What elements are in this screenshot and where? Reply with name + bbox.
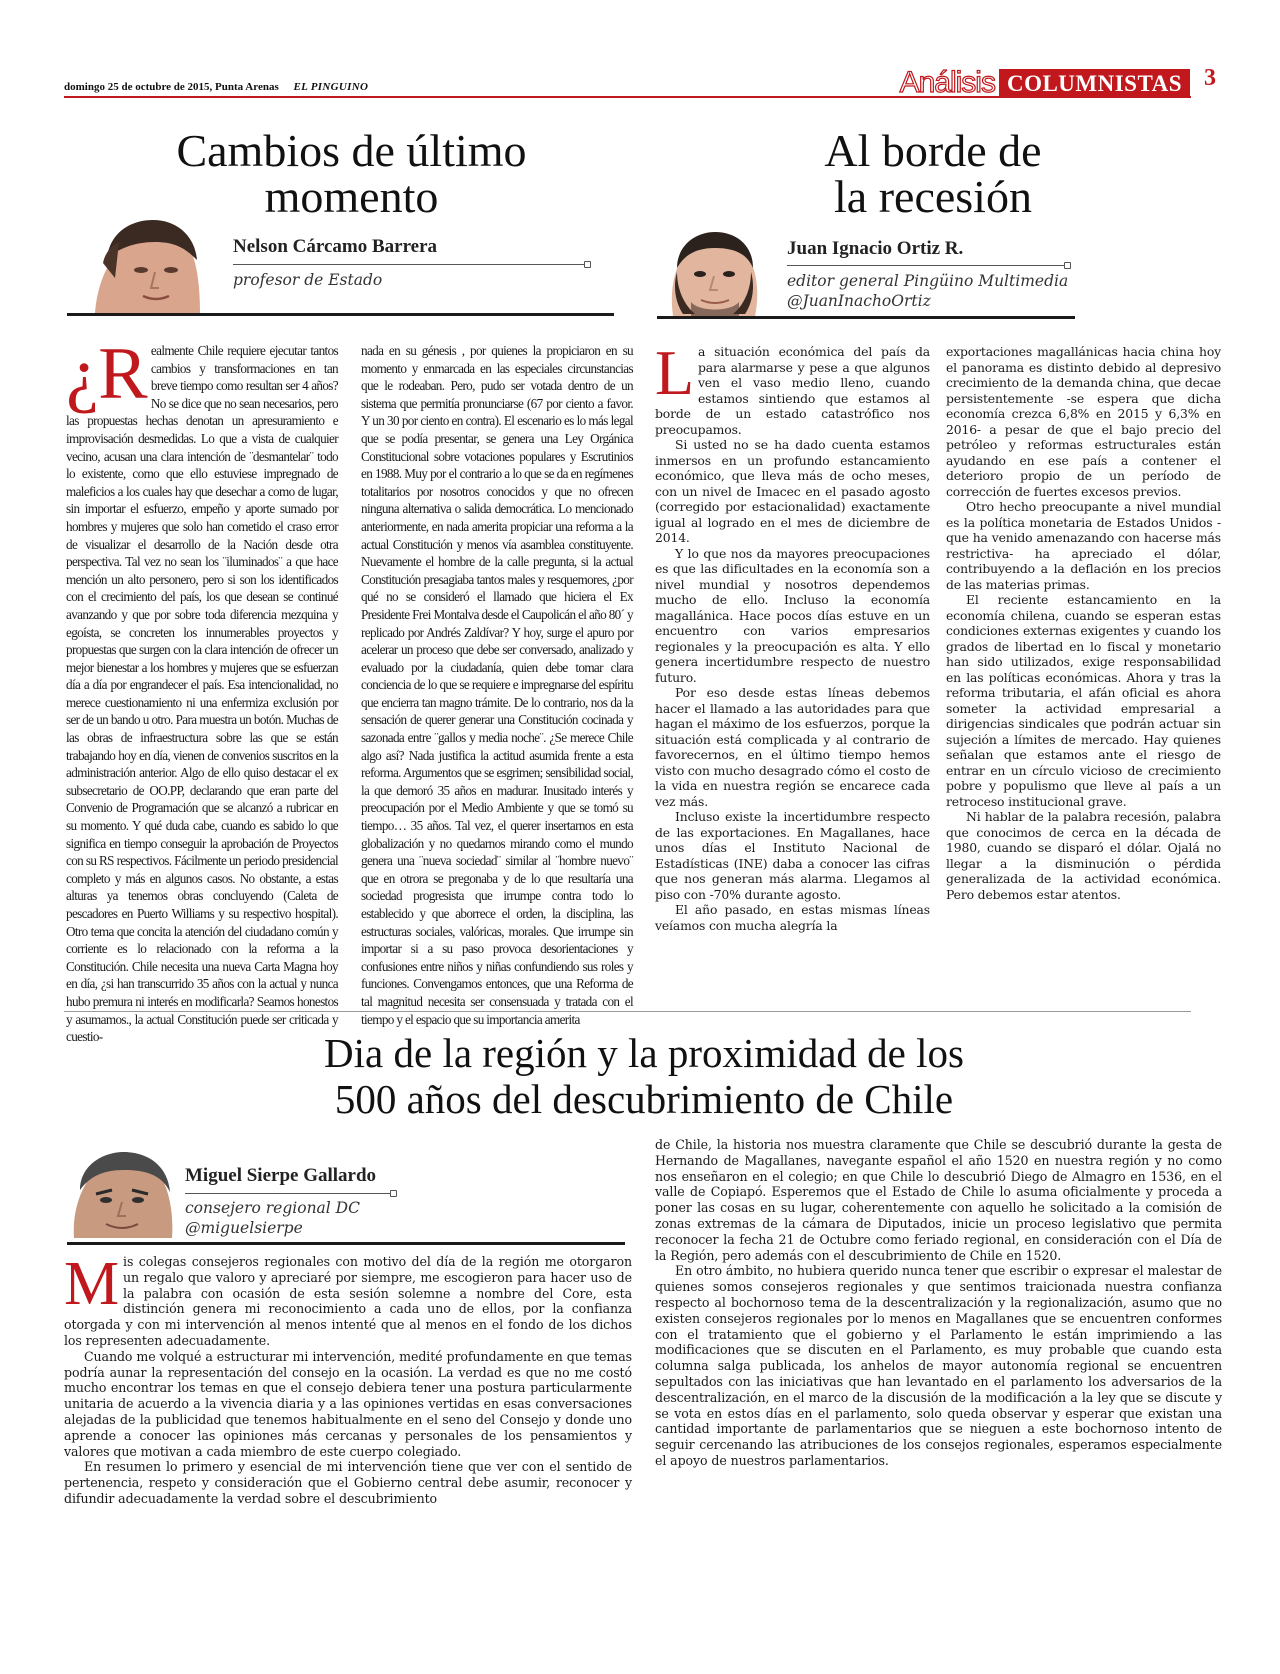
author-2-name: Juan Ignacio Ortiz R. bbox=[787, 238, 964, 259]
article-2-column-2 bbox=[946, 344, 1221, 902]
author-3-photo bbox=[68, 1150, 176, 1238]
article-2-dropcap: L bbox=[655, 337, 694, 408]
paragraph: Incluso existe la incertidumbre respecto de las exportaciones. En Magallanes, hace unos días el Instituto Nacional de Estadísticas (INE) daba a conocer las cifras que nos generan más alarma. Llegamos al piso con -70% durante agosto. bbox=[655, 809, 930, 902]
paragraph: is colegas consejeros regionales con motivo del día de la región me otorgaron un regalo que valoro y apreciaré por siempre, me escogieron para hacer uso de la palabra con ocasión de esta sesión solemne a nombre del Core, esta distinción genera mi reconocimiento a cada uno de ellos, por la confianza otorgada y con mi intervención al menos intenté que al menos en el fondo de los dichos los representen adecuadamente. bbox=[64, 1254, 632, 1348]
article-2-title bbox=[660, 125, 1206, 222]
article-2-title-line1: Al borde de bbox=[824, 125, 1042, 176]
article-3-title-line1: Dia de la región y la proximidad de los bbox=[324, 1030, 964, 1076]
article-1-column-2 bbox=[361, 342, 633, 1028]
article-1-rule bbox=[67, 313, 614, 316]
paragraph: a situación económica del país da para alarmarse y pese a que algunos ven el vaso medio lleno, cuando estamos sintiendo que estamos al borde de un estado catastrófico nos preocupamos. bbox=[655, 344, 930, 437]
paragraph: El año pasado, en estas mismas líneas veíamos con mucha alegría la bbox=[655, 902, 930, 933]
article-3-title-line2: 500 años del descubrimiento de Chile bbox=[334, 1076, 954, 1122]
author-2-underline bbox=[787, 265, 1069, 266]
section-script-label: Análisis bbox=[899, 66, 995, 99]
paragraph: Si usted no se ha dado cuenta estamos inmersos en un profundo estancamiento económico, que lleva más de ocho meses, con un nivel de Imacec en el pasado agosto (corregido por estacionalidad) exactamente igual al logrado en el mes de diciembre de 2014. bbox=[655, 437, 930, 545]
author-2-handle: @JuanInachoOrtiz bbox=[787, 292, 931, 310]
paragraph: Otro hecho preocupante a nivel mundial es la política monetaria de Estados Unidos -que ha venido amenazando con hacerse más restrictiva- ha apreciado el dólar, contribuyendo a la deflación en los precios de las materias primas. bbox=[946, 499, 1221, 592]
author-3-role: consejero regional DC bbox=[185, 1199, 360, 1217]
paragraph: Y lo que nos da mayores preocupaciones es que las dificultades en la economía son a nivel mundial y nosotros dependemos mucho de ello. Incluso la economía magallánica. Hace pocos días estuve en un encuentro con varios empresarios regionales y la preocupación es alta. Y ello genera incertidumbre respecto de nuestro futuro. bbox=[655, 545, 930, 685]
author-2-photo bbox=[655, 228, 773, 316]
section-separator bbox=[64, 1011, 1191, 1012]
paragraph: En resumen lo primero y esencial de mi intervención tiene que ver con el sentido de pertenencia, respeto y consideración que el Gobierno central debe asumir, reconocer y difundir adecuadamente la verdad sobre el descubrimiento bbox=[64, 1459, 632, 1506]
author-3-handle: @miguelsierpe bbox=[185, 1219, 303, 1237]
article-3-rule bbox=[67, 1242, 625, 1245]
article-1-title bbox=[64, 125, 639, 222]
article-2-rule bbox=[657, 316, 1075, 319]
section-label: COLUMNISTAS bbox=[999, 69, 1190, 98]
paragraph: de Chile, la historia nos muestra claramente que Chile se descubrió durante la gesta de Hernando de Magallanes, navegante español el año 1520 en nuestra región y no como nos enseñaron en el colegio; en que Chile lo descubrió Diego de Almagro en 1536, en el valle de Copiapó. Esperemos que el Estado de Chile lo asuma oficialmente y proceda a poner las cosas en su lugar, coherentemente con aquello he solicitado a la comisión de zonas extremas de la cámara de Diputados, inicie un proceso legislativo que permita reconocer la fecha 21 de Octubre como feriado regional, en consideración con el Día de la Región, pero además con el descubrimiento de Chile en 1520. bbox=[655, 1137, 1222, 1263]
page-number: 3 bbox=[1204, 65, 1216, 91]
author-1-photo bbox=[85, 208, 205, 313]
paragraph: Cuando me volqué a estructurar mi intervención, medité profundamente en que temas podría aunar la representación del consejo en la ocasión. La verdad es que no me costó mucho encontrar los temas en que el consejo debiera tener una postura particularmente unitaria de acuerdo a la vivencia diaria y a las opiniones vertidas en esas conversaciones alejadas de la publicidad que tenemos habitualmente en el seno del Consejo y donde uno aprende a conocer las opiniones más cercanas y personales de los pensamientos y valores que motivan a cada miembro de este cuerpo colegiado. bbox=[64, 1348, 632, 1459]
article-3-column-1 bbox=[64, 1250, 632, 1507]
paragraph: nada en su génesis , por quienes la propiciaron en su momento y enmarcada en las especiales circunstancias que le rodeaban. Pero, pudo ser votada dentro de un sistema que permitía pronunciarse (67 por ciento a favor. Y un 30 por ciento en contra). El escenario es lo más legal que se podía presentar, se genera una Ley Orgánica Constitucional sobre votaciones populares y Escrutinios en 1988. Muy por el contrario a lo que se da en regímenes totalitarios por nosotros conocidos y que no ofrecen ninguna alternativa o salida democrática. Lo mencionado anteriormente, en nada amerita propiciar una reforma a la actual Constitución y menos vía asamblea constituyente. Nuevamente el hombre de la calle pregunta, si la actual Constitución presagiaba tantos males y resquemores, ¿por qué no se consideró el llamado que hiciera el Ex Presidente Frei Montalva desde el Caupolicán el año 80´ y replicado por Andrés Zaldívar? Y hoy, surge el apuro por acelerar un proceso que debe ser conversado, analizado y evaluado por la ciudadanía, quien debe tomar clara conciencia de lo que se requiere e impregnarse del espíritu que encierra tan magno trámite. De lo contrario, nos da la sensación de querer generar una Constitución cocinada y sazonada entre ¨gallos y media noche¨. ¿Se merece Chile algo así? Nada justifica la actitud asumida frente a esta reforma. Argumentos que se esgrimen; sensibilidad social, la que demoró 35 años en madurar. Inusitado interés y preocupación por el Medio Ambiente y que se tomó su tiempo… 35 años. Tal vez, el querer insertarnos en esta globalización y no quedarnos mirando como el mundo genera una ¨nueva sociedad¨ similar al ¨hombre nuevo¨ que en otrora se pregonaba y de lo que resultaría una sociedad progresista que irrumpe contra todo lo establecido y que aborrece el orden, la disciplina, las estructuras sociales, valóricas, morales. Que irrumpe sin importar si a su paso provoca desorientaciones y confusiones entre niños y niñas confundiendo sus roles y funciones. Convengamos entonces, que una Reforma de tal magnitud necesita ser consensuada y tratada con el tiempo y el espacio que su importancia amerita bbox=[361, 343, 633, 1027]
article-1-title-line2: momento bbox=[264, 171, 439, 222]
author-3-underline bbox=[185, 1193, 395, 1194]
paragraph: ealmente Chile requiere ejecutar tantos cambios y transformaciones en tan breve tiempo como resultan ser 4 años? No se dice que no sean necesarios, pero las propuestas hechas denotan un apresuramiento e improvisación desmedidas. Lo que a vista de cualquier vecino, acusan una clara intención de ¨desmantelar¨ todo lo existente, como que ello estuviese impregnado de maleficios a los cuales hay que desechar a como de lugar, sin importar el esfuerzo, empeño y aporte sumado por hombres y mujeres que solo han cometido el craso error de visualizar el desarrollo de la Nación desde otra perspectiva. Tal vez no sean los ¨iluminados¨ a que hace mención un alto personero, pero si son los identificados con el crecimiento del país, los que desean se continué avanzando y que por sobre toda diferencia mezquina y egoísta, se concreten los innumerables proyectos y propuestas que surgen con la clara intención de ofrecer un mejor bienestar a los hombres y mujeres que se esfuerzan día a día por engrandecer el país. Esa intencionalidad, no merece cuestionamiento ni una enfermiza exclusión por ser de un bando u otro. Para muestra un botón. Muchas de las obras de infraestructura sobre las que se están trabajando hoy en día, vienen de convenios suscritos en la administración anterior. Algo de ello quiso destacar el ex subsecretario de OO.PP, declarando que eran parte del Convenio de Programación que se alcanzó a rubricar en su momento. Y qué duda cabe, cuando es sabido lo que significa en tiempo conseguir la aprobación de Proyectos con su RS respectivos. Fácilmente un periodo presidencial completo y más en algunos casos. No obstante, a estas alturas ya tenemos obras concluyendo (Caleta de pescadores en Puerto Williams y su respectivo hospital). Otro tema que concita la atención del ciudadano común y corriente es lo relacionado con la reforma a la Constitución. Chile necesita una nueva Carta Magna hoy en día, ¿si han transcurrido 35 años con la actual y nunca hubo premura ni interés en modificarla? Seamos honestos y asumamos., la actual Constitución puede ser criticada y cuestio- bbox=[66, 343, 338, 1045]
author-1-role: profesor de Estado bbox=[233, 271, 383, 289]
author-3-name: Miguel Sierpe Gallardo bbox=[185, 1165, 377, 1186]
article-1-column-1 bbox=[66, 333, 338, 1046]
author-1-underline bbox=[233, 264, 589, 265]
article-3-column-2 bbox=[655, 1137, 1222, 1469]
author-1-name: Nelson Cárcamo Barrera bbox=[233, 236, 438, 257]
article-1-title-line1: Cambios de último bbox=[176, 125, 527, 176]
paragraph: Por eso desde estas líneas debemos hacer el llamado a las autoridades para que hagan el máximo de los esfuerzos, porque la situación está complicada y al contrario de favorecernos, en el último tiempo hemos visto con mucho desagrado cómo el costo de la vida en nuestra región se encarece cada vez más. bbox=[655, 685, 930, 809]
paragraph: Ni hablar de la palabra recesión, palabra que conocimos de cerca en la década de 1980, cuando se disparó el dólar. Ojalá no llegar a la disminución o pérdida generalizada de la actividad económica. Pero debemos estar atentos. bbox=[946, 809, 1221, 902]
header-dateline bbox=[64, 81, 368, 93]
date-location: domingo 25 de octubre de 2015, Punta Arenas bbox=[64, 81, 279, 93]
paragraph: En otro ámbito, no hubiera querido nunca tener que escribir o expresar el malestar de quienes somos consejeros regionales y que sentimos traicionada nuestra confianza respecto al bochornoso tema de la descentralización y la regionalización, asumo que no existen consejeros regionales por lo menos en Magallanes que se encuentren conformes con el tratamiento que el gobierno y el Parlamento le están imprimiendo a las modificaciones que se discuten en el Parlamento, es muy probable que cuando esta columna salga publicada, los anhelos de mayor autonomía regional se encuentren sepultados con las iniciativas que han levantado en el parlamento los adversarios de la descentralización, en el marco de la discusión de la modificación a la ley que se discute y se vota en estos días en el parlamento, solo queda observar y esperar que existan una cantidad importante de parlamentarios que se nieguen a este bochornoso intento de seguir cercenando las atribuciones de los consejos regionales, esperamos especialmente el apoyo de nuestros parlamentarios. bbox=[655, 1263, 1222, 1468]
article-2-column-1 bbox=[655, 337, 930, 933]
publication-name: EL PINGUINO bbox=[293, 81, 369, 93]
article-2-title-line2: la recesión bbox=[834, 171, 1032, 222]
author-2-role: editor general Pingüino Multimedia bbox=[787, 272, 1069, 290]
section-header bbox=[900, 66, 1190, 98]
article-3-title bbox=[64, 1030, 1224, 1122]
article-1-dropcap: ¿R bbox=[66, 333, 147, 415]
paragraph: El reciente estancamiento en la economía chilena, cuando se esperan estas condiciones externas exigentes y cuando los grados de libertad en lo fiscal y monetario han sido utilizados, exige responsabilidad en las políticas económicas. Ahora y tras la reforma tributaria, el afán oficial es ahora someter la actividad empresarial a dirigencias sindicales que podrán actuar sin sujeción a límites de mercado. Hay quienes señalan que estamos ante el riesgo de entrar en un círculo vicioso de crecimiento pobre y populismo que lleve al país a un retroceso institucional grave. bbox=[946, 592, 1221, 809]
article-3-dropcap: M bbox=[64, 1250, 120, 1318]
paragraph: exportaciones magallánicas hacia china hoy el panorama es distinto debido al depresivo crecimiento de la demanda china, que decae persistentemente -se espera que dicha economía crezca 6,8% en 2015 y 6,3% en 2016- a pesar de que el bajo precio del petróleo y reformas estructurales están ayudando en ese país a contener el deterioro propio de un período de corrección de fuertes excesos previos. bbox=[946, 344, 1221, 499]
